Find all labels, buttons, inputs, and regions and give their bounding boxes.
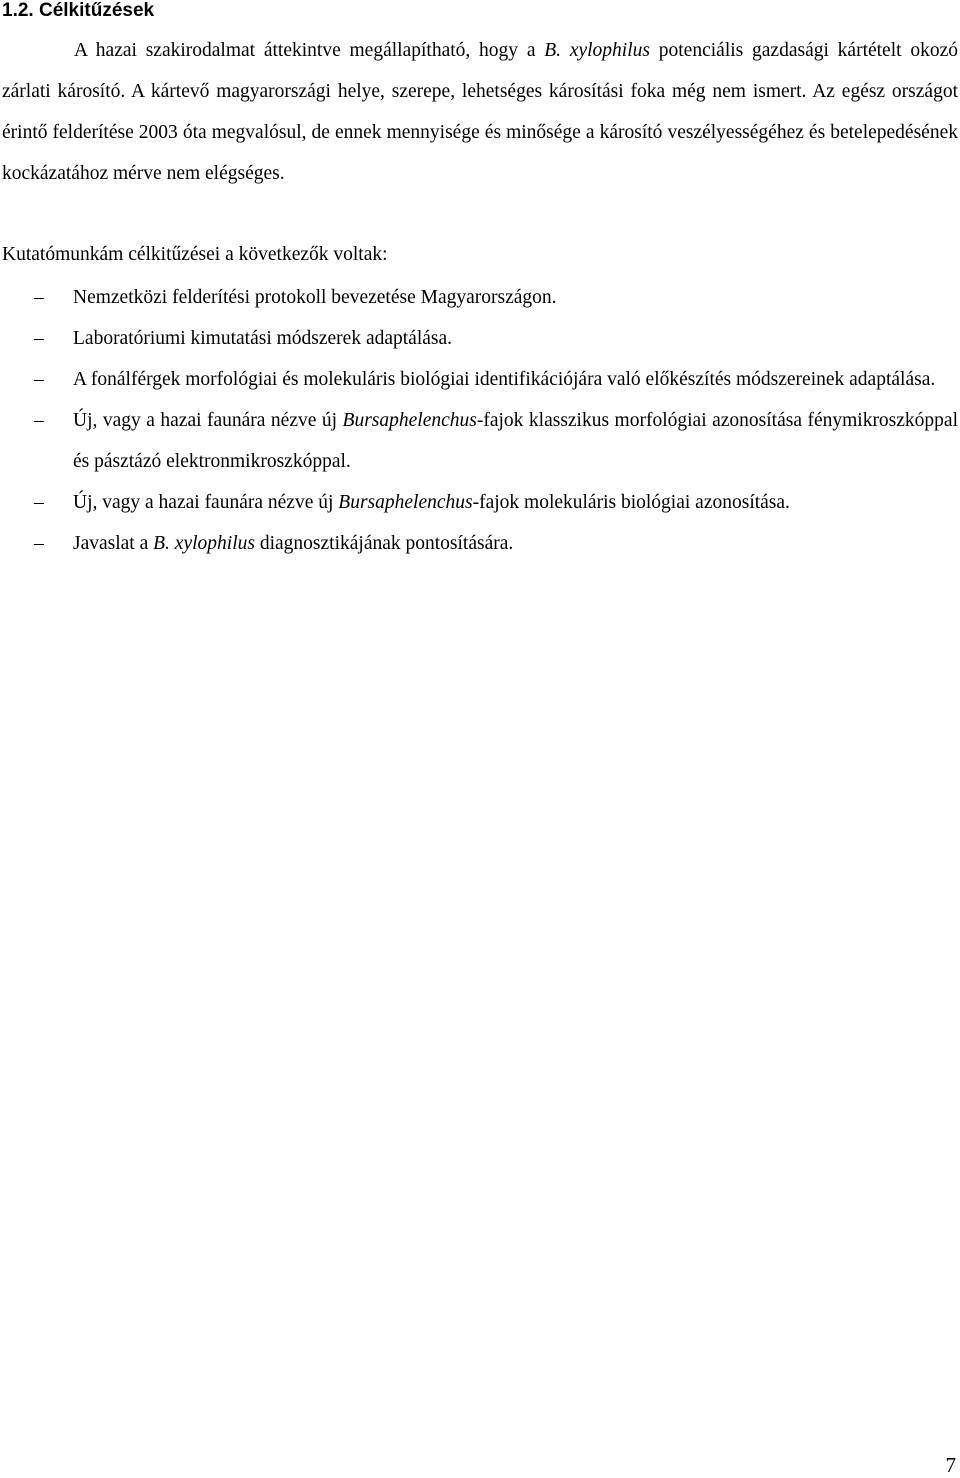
dash-bullet: – [34, 533, 44, 554]
list-item-text: Új, vagy a hazai faunára nézve új Bursaphelenchus-fajok klasszikus morfológiai azonosítása fénymikroszkóppal és pásztázó elektronmikroszkóppal. [73, 410, 959, 472]
objectives-intro: Kutatómunkám célkitűzései a következők voltak: [2, 244, 388, 265]
list-item [0, 482, 958, 523]
list-item-text: Új, vagy a hazai faunára nézve új Bursaphelenchus-fajok molekuláris biológiai azonosítása. [73, 492, 790, 513]
dash-bullet: – [34, 492, 44, 513]
list-item-text: Javaslat a B. xylophilus diagnosztikájának pontosítására. [73, 533, 514, 554]
list-item-text: Nemzetközi felderítési protokoll bevezetése Magyarországon. [73, 287, 557, 308]
list-item-text: A fonálférgek morfológiai és molekuláris biológiai identifikációjára való előkészítés módszereinek adaptálása. [73, 369, 936, 390]
dash-bullet: – [34, 328, 44, 349]
list-item [0, 359, 958, 400]
section-heading: 1.2. Célkitűzések [2, 0, 155, 21]
page-number: 7 [945, 1453, 956, 1477]
dash-bullet: – [34, 369, 44, 390]
list-item [0, 400, 958, 482]
paragraph-text-rest: potenciális gazdasági kártételt okozó zárlati károsító. A kártevő magyarországi helye, szerepe, lehetséges károsítási foka még nem ismert. Az egész országot érintő felderítése 2003 óta megvalósul, de ennek mennyisége és minősége a károsító veszélyességéhez és betelepedésének kockázatához mérve nem elégséges. [2, 40, 958, 184]
dash-bullet: – [34, 287, 44, 308]
objectives-list [0, 277, 958, 564]
list-item [0, 277, 958, 318]
list-item-text: Laboratóriumi kimutatási módszerek adaptálása. [73, 328, 453, 349]
intro-paragraph [2, 30, 958, 194]
dash-bullet: – [34, 410, 44, 431]
list-item [0, 318, 958, 359]
list-item [0, 523, 958, 564]
species-name: B. xylophilus [544, 40, 650, 61]
paragraph-text-start: A hazai szakirodalmat áttekintve megállapítható, hogy a [74, 40, 545, 61]
